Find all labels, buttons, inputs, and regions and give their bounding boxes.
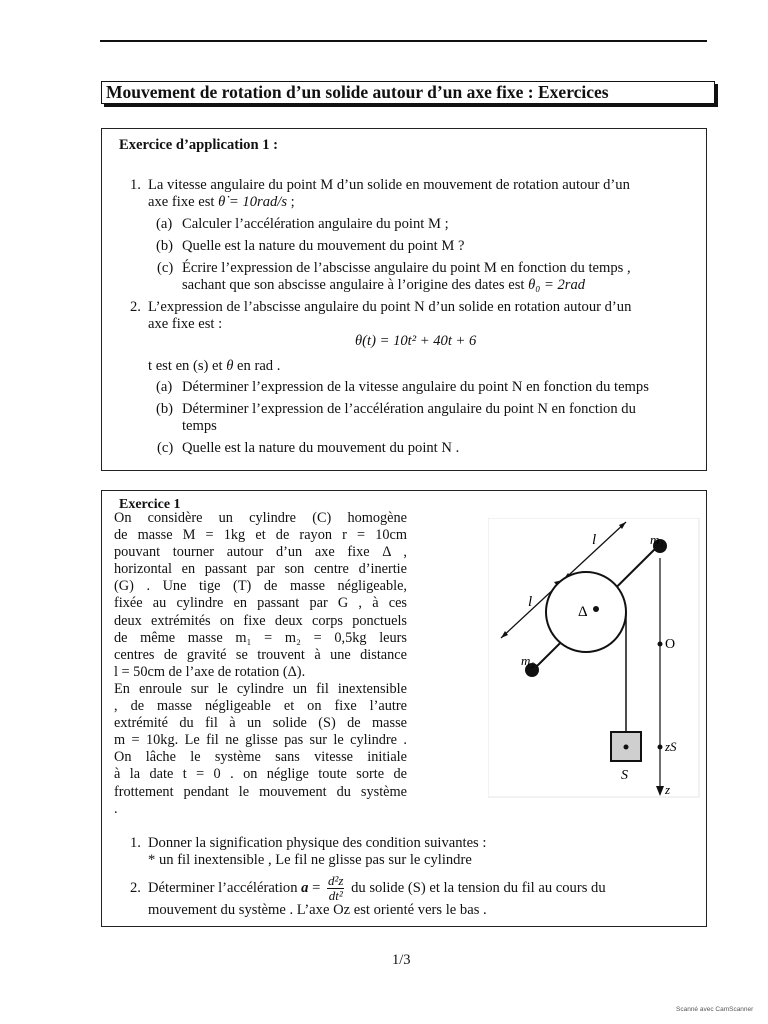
label-m1: m₁ xyxy=(650,532,664,547)
q2b-line1: Déterminer l’expression de l’accélération angulaire du point N en fonction du xyxy=(182,401,636,417)
q1c-theta0: θ₀ = 2rad xyxy=(528,277,586,293)
top-rule xyxy=(100,40,707,42)
paragraph-line: centres de gravité se trouvent à une distance xyxy=(114,646,407,663)
paragraph-line: (G) . Une tige (T) de masse négligeable, xyxy=(114,578,407,595)
label-o: O xyxy=(665,637,676,652)
z-axis-arrow-icon xyxy=(656,786,664,796)
ex1-q1-number: 1. xyxy=(130,835,141,851)
q1-line1: La vitesse angulaire du point M d’un solide en mouvement de rotation autour d’un xyxy=(148,177,630,193)
paragraph-line: à la date t = 0 . on néglige toute sorte de xyxy=(114,766,407,783)
q2-line1: L’expression de l’abscisse angulaire du point N d’un solide en rotation autour d’un xyxy=(148,299,632,315)
label-l-upper: l xyxy=(592,532,597,548)
label-zs: zS xyxy=(665,739,677,754)
exercise1-heading: Exercice 1 xyxy=(119,497,181,512)
q2a-label: (a) xyxy=(156,379,173,395)
paragraph-line: On considère un cylindre (C) homogène xyxy=(114,510,407,526)
q1b-text: Quelle est la nature du mouvement du point M ? xyxy=(182,238,465,254)
application-heading: Exercice d’application 1 : xyxy=(119,137,279,153)
q2b-line2: temps xyxy=(182,418,217,434)
q1a-text: Calculer l’accélération angulaire du point M ; xyxy=(182,216,449,232)
paragraph-line: , de masse négligeable et on fixe l’autre xyxy=(114,698,407,715)
page-number: 1/3 xyxy=(392,952,411,968)
ex1-q2-line1: Déterminer l’accélération a = $\frac{\text{d²z}}{\text{dt²}}$ du solide (S) et la tension du fil au cours du xyxy=(148,873,606,904)
q2c-label: (c) xyxy=(157,440,174,456)
origin-point xyxy=(658,642,663,647)
solid-centre-point xyxy=(624,745,629,750)
label-delta: Δ xyxy=(578,604,588,620)
acceleration-symbol: a xyxy=(301,880,309,896)
paragraph-line: pouvant tourner autour d’un axe fixe Δ , xyxy=(114,544,407,561)
application-exercise-box xyxy=(101,128,707,471)
ex1-q1-line1: Donner la signification physique des condition suivantes : xyxy=(148,835,487,851)
label-s: S xyxy=(621,768,628,783)
pulley-diagram xyxy=(488,518,700,798)
paragraph-line: l = 50cm de l’axe de rotation (Δ). xyxy=(114,663,306,680)
q2-number: 2. xyxy=(130,299,141,315)
q2b-label: (b) xyxy=(156,401,174,417)
q1c-line2: sachant que son abscisse angulaire à l’origine des dates est θ₀ = 2rad xyxy=(182,277,586,293)
scanner-watermark: Scanné avec CamScanner xyxy=(676,1006,754,1013)
second-derivative-fraction: $\frac{\text{d²z}}{\text{dt²}}$ xyxy=(327,873,344,904)
q1-line2: axe fixe est θ̇ = 10rad/s ; xyxy=(148,194,295,210)
paragraph-line: extrémité du fil à un solide (S) de masse xyxy=(114,715,407,732)
q1b-label: (b) xyxy=(156,238,174,254)
q1a-label: (a) xyxy=(156,216,173,232)
paragraph-line: frottement pendant le mouvement du système xyxy=(114,783,407,800)
paragraph-line: deux extrémités on fixe deux corps ponctuels xyxy=(114,612,407,629)
label-l-lower: l xyxy=(528,594,533,610)
q2-line2: axe fixe est : xyxy=(148,316,223,332)
ex1-q2-line2: mouvement du système . L’axe Oz est orienté vers le bas . xyxy=(148,902,487,918)
paragraph-line: de même masse m₁ = m₂ = 0,5kg leurs xyxy=(114,629,407,646)
paragraph-line: m = 10kg. Le fil ne glisse pas sur le cylindre . xyxy=(114,732,407,749)
axis-point xyxy=(593,606,599,612)
q2-equation: θ(t) = 10t² + 40t + 6 xyxy=(355,333,477,349)
label-z: z xyxy=(665,782,671,797)
exercise1-paragraph xyxy=(114,510,407,818)
paragraph-line: fixée au cylindre en passant par G , à ces xyxy=(114,595,407,612)
ex1-q1-line2: * un fil inextensible , Le fil ne glisse pas sur le cylindre xyxy=(148,852,472,868)
paragraph-line: de masse M = 1kg et de rayon r = 10cm xyxy=(114,527,407,544)
label-m2: m₂ xyxy=(521,653,535,668)
paragraph-line: On lâche le système sans vitesse initiale xyxy=(114,749,407,766)
q1-number: 1. xyxy=(130,177,141,193)
q1-angular-speed: θ̇ = 10rad/s xyxy=(218,194,288,210)
q1c-label: (c) xyxy=(157,260,174,276)
page-title: Mouvement de rotation d’un solide autour d’un axe fixe : Exercices xyxy=(101,81,715,104)
q2a-text: Déterminer l’expression de la vitesse angulaire du point N en fonction du temps xyxy=(182,379,649,395)
q1c-line1: Écrire l’expression de l’abscisse angulaire du point M en fonction du temps , xyxy=(182,260,631,276)
paragraph-line: . xyxy=(114,800,118,817)
q2-units: t est en (s) et θ en rad . xyxy=(148,358,281,374)
ex1-q2-number: 2. xyxy=(130,880,141,896)
paragraph-line: horizontal en passant par son centre d’inertie xyxy=(114,561,407,578)
paragraph-line: En enroule sur le cylindre un fil inextensible xyxy=(114,680,407,697)
q2c-text: Quelle est la nature du mouvement du point N . xyxy=(182,440,460,456)
zs-point xyxy=(658,745,663,750)
